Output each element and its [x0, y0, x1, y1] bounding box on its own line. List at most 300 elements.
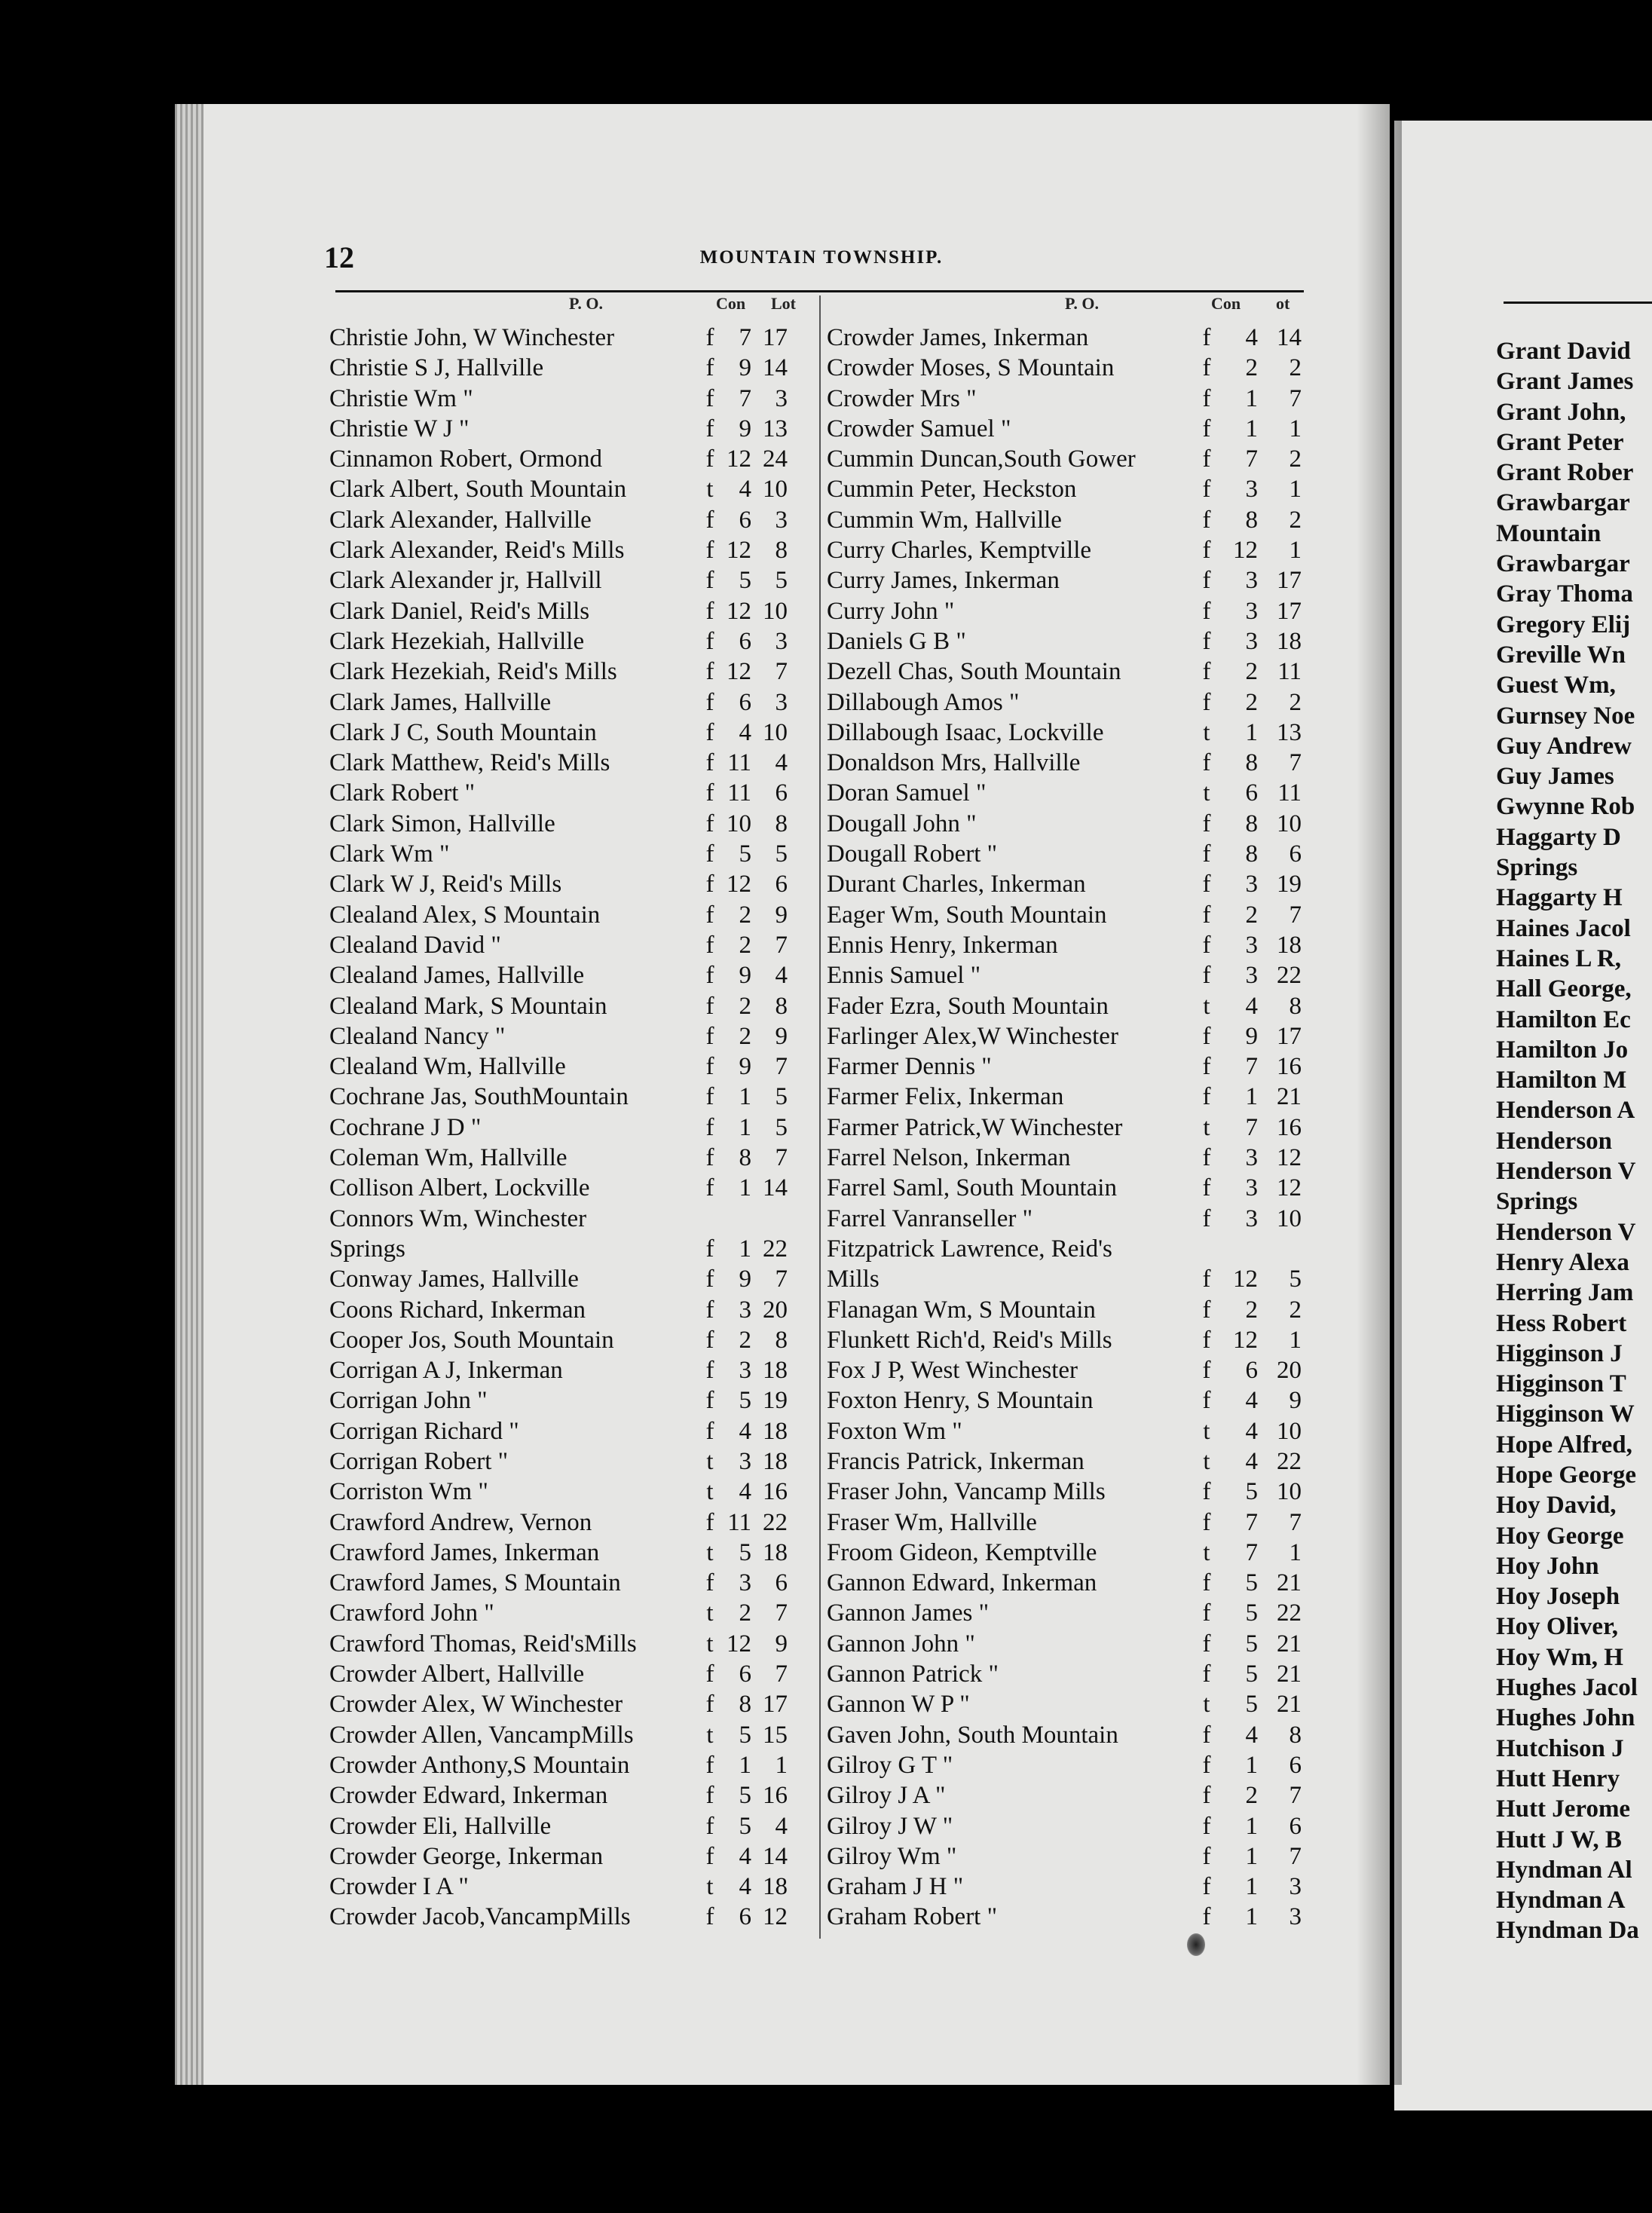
directory-entry: [827, 748, 1309, 778]
entry-lot: 6: [1289, 1812, 1302, 1840]
entry-name: Christie S J, Hallville: [329, 354, 544, 382]
entry-name: Clark Simon, Hallville: [329, 810, 555, 837]
entry-code: f: [705, 1782, 714, 1810]
entry-lot: 17: [1277, 1022, 1302, 1050]
entry-code: f: [705, 1326, 714, 1354]
entry-code: f: [1202, 658, 1211, 686]
entry-code: f: [705, 1144, 714, 1172]
entry-lot: 18: [763, 1417, 788, 1445]
entry-name: Froom Gideon, Kemptville: [827, 1538, 1097, 1566]
entry-con: 2: [1245, 354, 1258, 382]
entry-code: f: [705, 1387, 714, 1415]
facing-page-entry: Hope George: [1496, 1461, 1637, 1489]
entry-con: 1: [739, 1083, 751, 1111]
entry-code: t: [706, 1538, 714, 1566]
entry-con: 6: [1245, 779, 1258, 807]
entry-name: Springs: [329, 1235, 405, 1263]
facing-page-entry: Grant John,: [1496, 398, 1626, 426]
entry-name: Clealand David ": [329, 931, 501, 959]
entry-name: Crawford Andrew, Vernon: [329, 1508, 592, 1536]
entry-lot: 10: [763, 718, 788, 746]
entry-name: Gannon James ": [827, 1599, 990, 1627]
entry-lot: 2: [1289, 688, 1302, 716]
left-directory-column: [329, 323, 812, 1933]
entry-lot: 14: [1277, 324, 1302, 351]
entry-name: Coons Richard, Inkerman: [329, 1296, 586, 1324]
entry-lot: 5: [775, 1083, 788, 1111]
entry-lot: 5: [775, 567, 788, 595]
facing-page-entry: Hall George,: [1496, 975, 1632, 1003]
entry-code: f: [705, 567, 714, 595]
entry-name: Christie Wm ": [329, 384, 473, 412]
directory-entry: [827, 1507, 1309, 1538]
entry-name: Conway James, Hallville: [329, 1266, 579, 1293]
entry-code: t: [706, 476, 714, 504]
entry-code: f: [705, 871, 714, 898]
entry-code: t: [706, 1873, 714, 1901]
entry-name: Farmer Felix, Inkerman: [827, 1083, 1064, 1111]
directory-entry: [827, 778, 1309, 808]
directory-entry: [329, 1264, 812, 1294]
entry-con: 9: [739, 962, 751, 990]
facing-page-entry: Grawbargar: [1496, 489, 1630, 517]
entry-con: 4: [739, 1478, 751, 1506]
entry-code: f: [705, 1174, 714, 1202]
facing-page-entry: Haggarty D: [1496, 823, 1621, 851]
facing-page-entry: Mountain: [1496, 519, 1602, 547]
entry-lot: 6: [775, 871, 788, 898]
directory-entry: [827, 1538, 1309, 1568]
directory-entry: [827, 1264, 1309, 1294]
entry-lot: 17: [1277, 567, 1302, 595]
entry-name: Crowder George, Inkerman: [329, 1842, 604, 1870]
entry-name: Donaldson Mrs, Hallville: [827, 749, 1081, 777]
directory-entry: [827, 1659, 1309, 1689]
entry-code: f: [1202, 1599, 1211, 1627]
entry-name: Connors Wm, Winchester: [329, 1204, 587, 1232]
entry-name: Clark Alexander, Reid's Mills: [329, 537, 625, 565]
directory-entry: [329, 718, 812, 748]
entry-lot: 13: [763, 415, 788, 442]
entry-lot: 3: [775, 627, 788, 655]
facing-page-entry: Higginson W: [1496, 1400, 1635, 1428]
entry-code: f: [1202, 1083, 1211, 1111]
entry-con: 4: [739, 476, 751, 504]
directory-entry: [827, 1416, 1309, 1446]
directory-entry: [329, 626, 812, 657]
directory-entry: [329, 1629, 812, 1659]
entry-con: 5: [739, 1812, 751, 1840]
directory-entry: [827, 1780, 1309, 1810]
entry-name: Gilroy J W ": [827, 1812, 953, 1840]
entry-name: Clark Hezekiah, Hallville: [329, 627, 585, 655]
header-rule: [335, 290, 1304, 292]
entry-name: Corrigan A J, Inkerman: [329, 1357, 563, 1385]
entry-name: Clealand James, Hallville: [329, 962, 585, 990]
entry-lot: 2: [1289, 1296, 1302, 1324]
entry-code: f: [705, 688, 714, 716]
entry-con: 6: [1245, 1357, 1258, 1385]
entry-code: f: [705, 718, 714, 746]
entry-code: f: [1202, 1478, 1211, 1506]
entry-lot: 1: [1289, 537, 1302, 565]
entry-code: f: [1202, 1387, 1211, 1415]
entry-name: Clark Daniel, Reid's Mills: [329, 597, 590, 625]
entry-code: f: [705, 627, 714, 655]
entry-lot: 7: [775, 1053, 788, 1081]
entry-con: 12: [727, 597, 751, 625]
entry-lot: 8: [775, 992, 788, 1020]
entry-name: Clark Alexander jr, Hallvill: [329, 567, 602, 595]
entry-lot: 17: [763, 1691, 788, 1719]
entry-lot: 15: [763, 1721, 788, 1749]
facing-page-entry: Gray Thoma: [1496, 580, 1633, 608]
entry-lot: 20: [1277, 1357, 1302, 1385]
entry-code: f: [1202, 901, 1211, 929]
directory-entry: [329, 1295, 812, 1325]
entry-con: 7: [1245, 1113, 1258, 1141]
entry-con: 6: [739, 627, 751, 655]
entry-code: f: [1202, 1751, 1211, 1779]
entry-lot: 3: [775, 506, 788, 534]
entry-lot: 18: [763, 1357, 788, 1385]
entry-name: Christie John, W Winchester: [329, 324, 615, 351]
facing-page-entry: Henderson V: [1496, 1158, 1636, 1186]
entry-name: Crowder Alex, W Winchester: [329, 1691, 623, 1719]
entry-name: Fraser Wm, Hallville: [827, 1508, 1037, 1536]
entry-lot: 8: [1289, 1721, 1302, 1749]
entry-con: 3: [1245, 931, 1258, 959]
entry-lot: 3: [775, 384, 788, 412]
facing-page-entry: Hamilton M: [1496, 1067, 1627, 1094]
entry-lot: 5: [775, 840, 788, 868]
entry-con: 2: [739, 901, 751, 929]
directory-entry: [827, 991, 1309, 1021]
entry-lot: 6: [1289, 1751, 1302, 1779]
entry-con: 7: [1245, 1508, 1258, 1536]
page-number: 12: [324, 240, 354, 274]
entry-con: 5: [1245, 1599, 1258, 1627]
entry-con: 1: [1245, 718, 1258, 746]
entry-lot: 21: [1277, 1691, 1302, 1719]
entry-name: Mills: [827, 1266, 880, 1293]
entry-name: Crowder Albert, Hallville: [329, 1661, 585, 1688]
entry-name: Dezell Chas, South Mountain: [827, 658, 1121, 686]
column-divider: [819, 295, 821, 1939]
entry-code: f: [705, 1842, 714, 1870]
entry-code: f: [1202, 1326, 1211, 1354]
entry-lot: 18: [763, 1873, 788, 1901]
entry-lot: 12: [763, 1903, 788, 1931]
entry-code: f: [1202, 506, 1211, 534]
directory-entry: [329, 778, 812, 808]
directory-entry: [827, 1204, 1309, 1234]
entry-name: Gilroy Wm ": [827, 1842, 957, 1870]
entry-con: 5: [739, 840, 751, 868]
facing-page-entry: Grawbargar: [1496, 550, 1630, 578]
directory-entry: [827, 869, 1309, 899]
directory-entry: [329, 323, 812, 353]
entry-con: 1: [739, 1113, 751, 1141]
entry-name: Graham Robert ": [827, 1903, 998, 1931]
entry-name: Fox J P, West Winchester: [827, 1357, 1078, 1385]
directory-entry: [827, 626, 1309, 657]
entry-name: Farlinger Alex,W Winchester: [827, 1022, 1118, 1050]
ink-blot: [1187, 1933, 1205, 1956]
entry-code: f: [705, 354, 714, 382]
entry-lot: 9: [775, 901, 788, 929]
directory-entry: [827, 687, 1309, 718]
entry-name: Gannon Edward, Inkerman: [827, 1569, 1097, 1597]
entry-con: 7: [739, 324, 751, 351]
entry-con: 2: [1245, 901, 1258, 929]
entry-code: f: [1202, 567, 1211, 595]
entry-con: 5: [739, 1782, 751, 1810]
entry-lot: 22: [763, 1235, 788, 1263]
facing-page-entry: Haines L R,: [1496, 944, 1621, 972]
facing-page-entry: Hughes Jacol: [1496, 1674, 1638, 1702]
entry-code: f: [1202, 688, 1211, 716]
entry-code: f: [1202, 749, 1211, 777]
entry-name: Cummin Peter, Heckston: [827, 476, 1077, 504]
directory-entry: [329, 353, 812, 383]
entry-code: f: [1202, 384, 1211, 412]
entry-name: Crowder Eli, Hallville: [329, 1812, 552, 1840]
entry-lot: 7: [775, 1266, 788, 1293]
entry-con: 1: [1245, 1873, 1258, 1901]
entry-lot: 9: [1289, 1387, 1302, 1415]
directory-entry: [827, 1629, 1309, 1659]
entry-lot: 9: [775, 1022, 788, 1050]
entry-code: f: [705, 1569, 714, 1597]
directory-entry: [827, 1325, 1309, 1355]
entry-con: 8: [1245, 840, 1258, 868]
entry-code: t: [1203, 718, 1210, 746]
entry-con: 11: [727, 749, 751, 777]
entry-lot: 10: [1277, 1478, 1302, 1506]
entry-code: f: [705, 384, 714, 412]
entry-code: f: [705, 658, 714, 686]
facing-page-entry: Haggarty H: [1496, 884, 1623, 912]
directory-entry: [329, 1173, 812, 1203]
entry-code: t: [1203, 1113, 1210, 1141]
entry-lot: 12: [1277, 1174, 1302, 1202]
entry-code: f: [1202, 324, 1211, 351]
entry-code: t: [706, 1599, 714, 1627]
facing-page-entry: Hyndman A: [1496, 1887, 1626, 1915]
entry-con: 8: [739, 1144, 751, 1172]
entry-name: Flanagan Wm, S Mountain: [827, 1296, 1096, 1324]
entry-code: f: [705, 779, 714, 807]
directory-entry: [329, 596, 812, 626]
entry-lot: 5: [1289, 1266, 1302, 1293]
directory-entry: [329, 930, 812, 960]
facing-page-entry: Hutt Jerome: [1496, 1795, 1631, 1823]
entry-con: 3: [739, 1296, 751, 1324]
directory-entry: [827, 809, 1309, 839]
entry-lot: 16: [763, 1782, 788, 1810]
directory-entry: [827, 1113, 1309, 1143]
entry-name: Coleman Wm, Hallville: [329, 1144, 567, 1172]
entry-code: t: [1203, 779, 1210, 807]
facing-page-entry: Hoy Oliver,: [1496, 1613, 1618, 1641]
entry-lot: 18: [1277, 931, 1302, 959]
entry-name: Ennis Samuel ": [827, 962, 981, 990]
entry-name: Francis Patrick, Inkerman: [827, 1447, 1085, 1475]
entry-con: 9: [739, 1266, 751, 1293]
entry-name: Eager Wm, South Mountain: [827, 901, 1107, 929]
entry-lot: 2: [1289, 354, 1302, 382]
entry-lot: 12: [1277, 1144, 1302, 1172]
entry-con: 5: [739, 1538, 751, 1566]
directory-entry: [329, 1568, 812, 1598]
entry-name: Gannon John ": [827, 1630, 975, 1657]
entry-con: 9: [739, 1053, 751, 1081]
directory-entry: [827, 1689, 1309, 1719]
entry-name: Clealand Nancy ": [329, 1022, 506, 1050]
entry-code: f: [1202, 1903, 1211, 1931]
entry-con: 1: [1245, 1903, 1258, 1931]
entry-name: Clark Wm ": [329, 840, 450, 868]
directory-entry: [827, 1355, 1309, 1385]
entry-lot: 1: [775, 1751, 788, 1779]
entry-code: f: [705, 1113, 714, 1141]
entry-code: f: [1202, 1204, 1211, 1232]
facing-page-entry: Grant Rober: [1496, 459, 1634, 487]
entry-code: f: [1202, 1174, 1211, 1202]
entry-code: f: [705, 1022, 714, 1050]
entry-code: f: [1202, 1569, 1211, 1597]
facing-page-entry: Hyndman Al: [1496, 1856, 1632, 1884]
facing-page-entry: Guy James: [1496, 763, 1614, 791]
facing-page-entry: Hoy Joseph: [1496, 1583, 1620, 1611]
entry-lot: 21: [1277, 1661, 1302, 1688]
entry-code: f: [705, 1903, 714, 1931]
facing-page-entry: Hutt Henry: [1496, 1765, 1620, 1792]
entry-lot: 4: [775, 1812, 788, 1840]
entry-con: 1: [739, 1235, 751, 1263]
directory-entry: [329, 1659, 812, 1689]
directory-entry: [827, 960, 1309, 990]
facing-page-entry: Hyndman Da: [1496, 1917, 1639, 1945]
entry-con: 2: [739, 992, 751, 1020]
entry-code: t: [1203, 992, 1210, 1020]
facing-page-entry: Hughes John: [1496, 1704, 1635, 1732]
directory-entry: [329, 565, 812, 595]
facing-page-entry: Gregory Elij: [1496, 611, 1631, 638]
entry-lot: 7: [1289, 384, 1302, 412]
entry-con: 3: [1245, 1204, 1258, 1232]
entry-con: 4: [1245, 992, 1258, 1020]
entry-con: 12: [1233, 537, 1258, 565]
entry-con: 3: [1245, 962, 1258, 990]
entry-lot: 10: [763, 597, 788, 625]
directory-entry: [827, 1841, 1309, 1872]
entry-name: Crawford James, Inkerman: [329, 1538, 600, 1566]
entry-code: f: [1202, 1266, 1211, 1293]
entry-code: f: [1202, 597, 1211, 625]
right-column-headers: [825, 294, 1308, 315]
directory-entry: [827, 535, 1309, 565]
facing-page-entry: Haines Jacol: [1496, 914, 1631, 942]
entry-name: Clark Hezekiah, Reid's Mills: [329, 658, 617, 686]
entry-code: f: [1202, 1812, 1211, 1840]
directory-entry: [329, 1021, 812, 1051]
directory-entry: [329, 1113, 812, 1143]
directory-entry: [329, 1051, 812, 1082]
entry-con: 4: [739, 718, 751, 746]
directory-entry: [329, 657, 812, 687]
directory-entry: [827, 1598, 1309, 1628]
entry-code: f: [1202, 962, 1211, 990]
entry-name: Fraser John, Vancamp Mills: [827, 1478, 1106, 1506]
directory-entry: [329, 960, 812, 990]
entry-name: Doran Samuel ": [827, 779, 987, 807]
directory-entry: [329, 1902, 812, 1932]
directory-entry: [827, 657, 1309, 687]
entry-con: 3: [1245, 567, 1258, 595]
entry-lot: 8: [1289, 992, 1302, 1020]
entry-con: 3: [739, 1357, 751, 1385]
entry-name: Curry Charles, Kemptville: [827, 537, 1092, 565]
entry-name: Crowder James, Inkerman: [827, 324, 1089, 351]
entry-con: 7: [1245, 445, 1258, 473]
entry-name: Curry James, Inkerman: [827, 567, 1060, 595]
entry-code: f: [1202, 810, 1211, 837]
entry-con: 8: [1245, 749, 1258, 777]
directory-entry: [827, 839, 1309, 869]
directory-entry: [827, 1477, 1309, 1507]
entry-name: Clark Robert ": [329, 779, 476, 807]
entry-lot: 6: [775, 779, 788, 807]
entry-code: f: [705, 1296, 714, 1324]
entry-code: f: [1202, 1053, 1211, 1081]
entry-lot: 11: [1277, 779, 1302, 807]
entry-con: 7: [1245, 1538, 1258, 1566]
directory-entry: [827, 596, 1309, 626]
directory-entry: [329, 384, 812, 414]
directory-entry: [329, 1204, 812, 1234]
entry-name: Corriston Wm ": [329, 1478, 488, 1506]
entry-con: 3: [1245, 597, 1258, 625]
entry-con: 4: [1245, 1417, 1258, 1445]
facing-page-entry: Higginson T: [1496, 1370, 1626, 1398]
entry-code: f: [705, 415, 714, 442]
entry-con: 9: [739, 354, 751, 382]
facing-page-entry: Hamilton Jo: [1496, 1036, 1629, 1064]
entry-lot: 24: [763, 445, 788, 473]
directory-entry: [827, 1234, 1309, 1264]
entry-lot: 7: [775, 931, 788, 959]
directory-entry: [827, 414, 1309, 444]
entry-con: 1: [739, 1751, 751, 1779]
entry-con: 1: [1245, 1842, 1258, 1870]
entry-name: Dillabough Isaac, Lockville: [827, 718, 1104, 746]
directory-entry: [329, 839, 812, 869]
entry-name: Gannon W P ": [827, 1691, 970, 1719]
facing-page-entry: Gwynne Rob: [1496, 793, 1635, 821]
entry-con: 2: [1245, 1296, 1258, 1324]
entry-name: Gaven John, South Mountain: [827, 1721, 1118, 1749]
entry-con: 12: [1233, 1326, 1258, 1354]
directory-entry: [329, 1082, 812, 1112]
entry-name: Gilroy J A ": [827, 1782, 946, 1810]
entry-lot: 7: [1289, 901, 1302, 929]
entry-code: f: [1202, 1144, 1211, 1172]
entry-code: f: [1202, 1842, 1211, 1870]
directory-entry: [329, 809, 812, 839]
entry-code: f: [1202, 1508, 1211, 1536]
